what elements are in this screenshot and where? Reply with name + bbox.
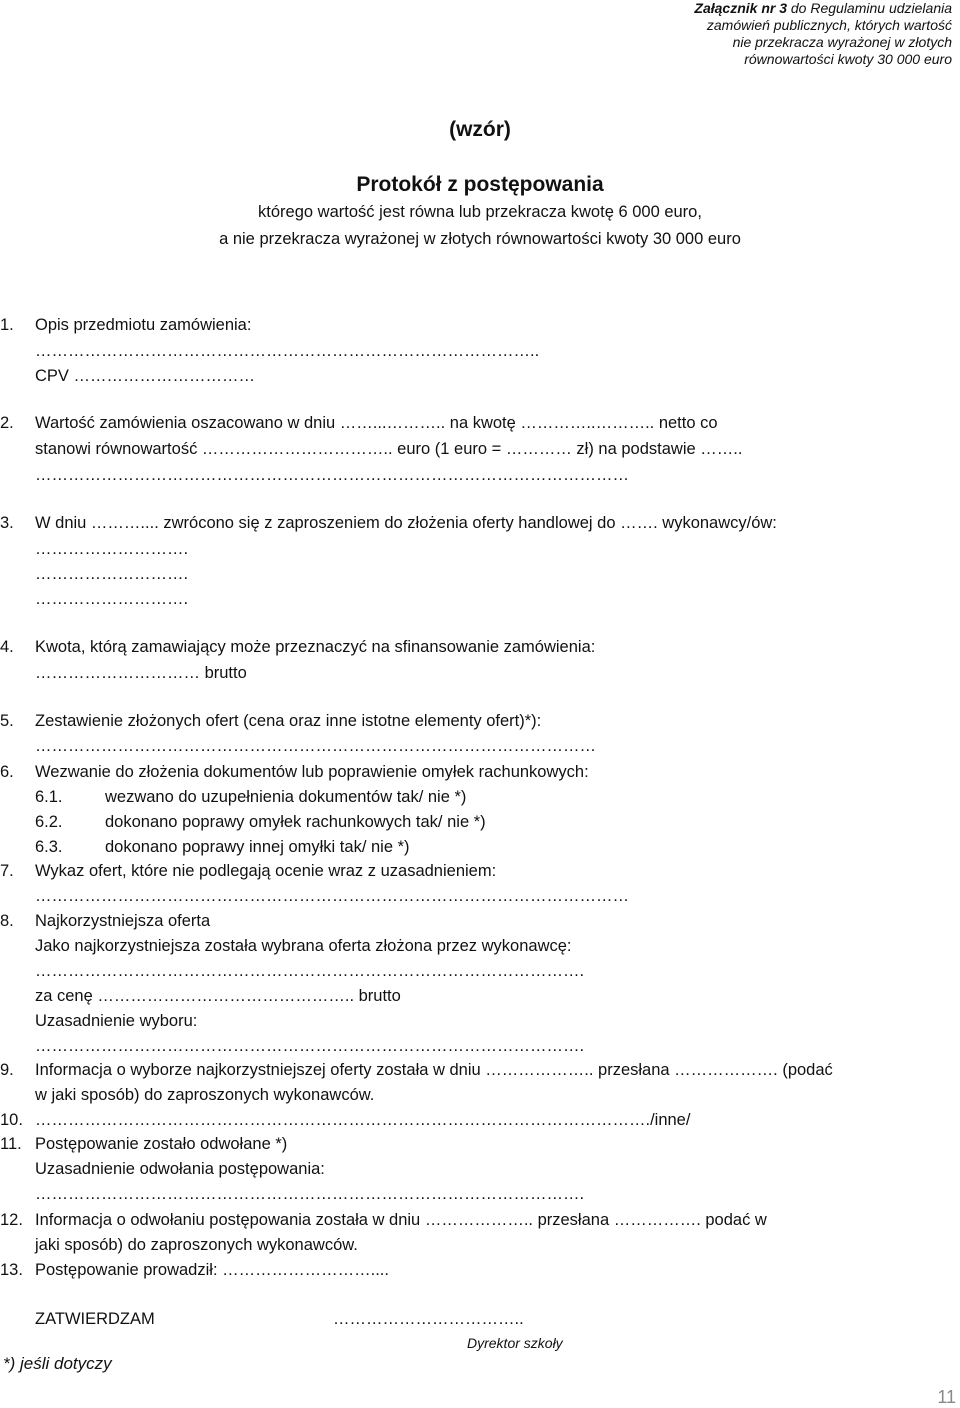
section-3-number: 3. xyxy=(0,514,14,532)
section-6-2-text: dokonano poprawy omyłek rachunkowych tak/ nie *) xyxy=(105,813,486,831)
section-9-line2: w jaki sposób) do zaproszonych wykonawców. xyxy=(35,1086,375,1104)
section-10-text: …………………………………………………………………………………………………./inne/ xyxy=(35,1111,691,1129)
section-8-price: za cenę ……………………………………….. brutto xyxy=(35,987,401,1005)
section-2-line2: stanowi równowartość …………………………….. euro (1 euro = ………… zł) na podstawie …….. xyxy=(35,440,743,458)
header-note xyxy=(694,0,952,68)
section-11-line2: Uzasadnienie odwołania postępowania: xyxy=(35,1160,325,1178)
section-5-text: Zestawienie złożonych ofert (cena oraz inne istotne elementy ofert)*): xyxy=(35,712,542,730)
section-1-text: Opis przedmiotu zamówienia: xyxy=(35,316,252,334)
section-4-line2: ………………………… brutto xyxy=(35,664,247,682)
annex-line1: do Regulaminu udzielania xyxy=(787,0,952,16)
section-13-text: Postępowanie prowadził: ……………………….... xyxy=(35,1261,389,1279)
section-12-number: 12. xyxy=(0,1211,23,1229)
section-5-number: 5. xyxy=(0,712,14,730)
subtitle-line2: a nie przekracza wyrażonej w złotych równowartości kwoty 30 000 euro xyxy=(219,230,741,248)
annex-line4: równowartości kwoty 30 000 euro xyxy=(744,51,952,67)
annex-label: Załącznik nr 3 xyxy=(694,0,787,16)
template-label: (wzór) xyxy=(449,118,511,141)
section-8-dots-1: ………………………………………………………………………………………. xyxy=(35,962,585,980)
section-4-text: Kwota, którą zamawiający może przeznaczyć na sfinansowanie zamówienia: xyxy=(35,638,596,656)
section-2-number: 2. xyxy=(0,414,14,432)
section-6-2-number: 6.2. xyxy=(35,813,63,831)
section-12-line2: jaki sposób) do zaproszonych wykonawców. xyxy=(35,1236,358,1254)
section-11-dots: ………………………………………………………………………………………. xyxy=(35,1185,585,1203)
annex-line2: zamówień publicznych, których wartość xyxy=(706,17,952,33)
section-9-line1: Informacja o wyborze najkorzystniejszej oferty została w dniu ……………….. przesłana ………………. (podać xyxy=(35,1061,833,1079)
section-8-text: Najkorzystniejsza oferta xyxy=(35,912,211,930)
signature-label: Dyrektor szkoły xyxy=(467,1335,563,1351)
section-3-line1: W dniu ……….... zwrócono się z zaproszeniem do złożenia oferty handlowej do ……. wykonawcy/ów: xyxy=(35,514,777,532)
signature-dots: …………………………….. xyxy=(333,1310,524,1328)
section-6-3-text: dokonano poprawy innej omyłki tak/ nie *) xyxy=(105,838,410,856)
section-11-text: Postępowanie zostało odwołane *) xyxy=(35,1135,288,1153)
page-number: 11 xyxy=(937,1387,956,1407)
section-4-number: 4. xyxy=(0,638,14,656)
section-6-1-text: wezwano do uzupełnienia dokumentów tak/ nie *) xyxy=(105,788,467,806)
section-8-reason-label: Uzasadnienie wyboru: xyxy=(35,1012,198,1030)
section-7-dots: ……………………………………………………………………………………………… xyxy=(35,887,629,905)
footnote: *) jeśli dotyczy xyxy=(3,1354,112,1373)
section-1-number: 1. xyxy=(0,316,14,334)
section-2-line3: ……………………………………………………………………………………………… xyxy=(35,466,629,484)
approve-label: ZATWIERDZAM xyxy=(35,1310,155,1328)
section-5-dots: ………………………………………………………………………………………… xyxy=(35,737,596,755)
section-3-dots-3: ………………………. xyxy=(35,590,189,608)
section-13-number: 13. xyxy=(0,1261,23,1279)
section-8-number: 8. xyxy=(0,912,14,930)
subtitle-line1: którego wartość jest równa lub przekracza kwotę 6 000 euro, xyxy=(258,203,702,221)
document-title: Protokół z postępowania xyxy=(356,173,604,196)
section-3-dots-2: ………………………. xyxy=(35,565,189,583)
section-11-number: 11. xyxy=(0,1135,22,1153)
section-2-line1: Wartość zamówienia oszacowano w dniu ……...……….. na kwotę …………..……….. netto co xyxy=(35,414,718,432)
section-6-3-number: 6.3. xyxy=(35,838,63,856)
section-7-number: 7. xyxy=(0,862,14,880)
section-3-dots-1: ………………………. xyxy=(35,540,189,558)
section-6-number: 6. xyxy=(0,763,14,781)
section-8-line2: Jako najkorzystniejsza została wybrana oferta złożona przez wykonawcę: xyxy=(35,937,572,955)
section-6-1-number: 6.1. xyxy=(35,788,63,806)
section-1-dots: ……………………………………………………………………………….. xyxy=(35,342,540,360)
section-7-text: Wykaz ofert, które nie podlegają ocenie wraz z uzasadnieniem: xyxy=(35,862,497,880)
section-8-dots-2: ………………………………………………………………………………………. xyxy=(35,1037,585,1055)
section-12-line1: Informacja o odwołaniu postępowania została w dniu ……………….. przesłana ……………. podać w xyxy=(35,1211,767,1229)
section-10-number: 10. xyxy=(0,1111,23,1129)
annex-line3: nie przekracza wyrażonej w złotych xyxy=(732,34,952,50)
section-9-number: 9. xyxy=(0,1061,14,1079)
section-1-cpv: CPV …………………………… xyxy=(35,367,256,385)
section-6-text: Wezwanie do złożenia dokumentów lub poprawienie omyłek rachunkowych: xyxy=(35,763,589,781)
